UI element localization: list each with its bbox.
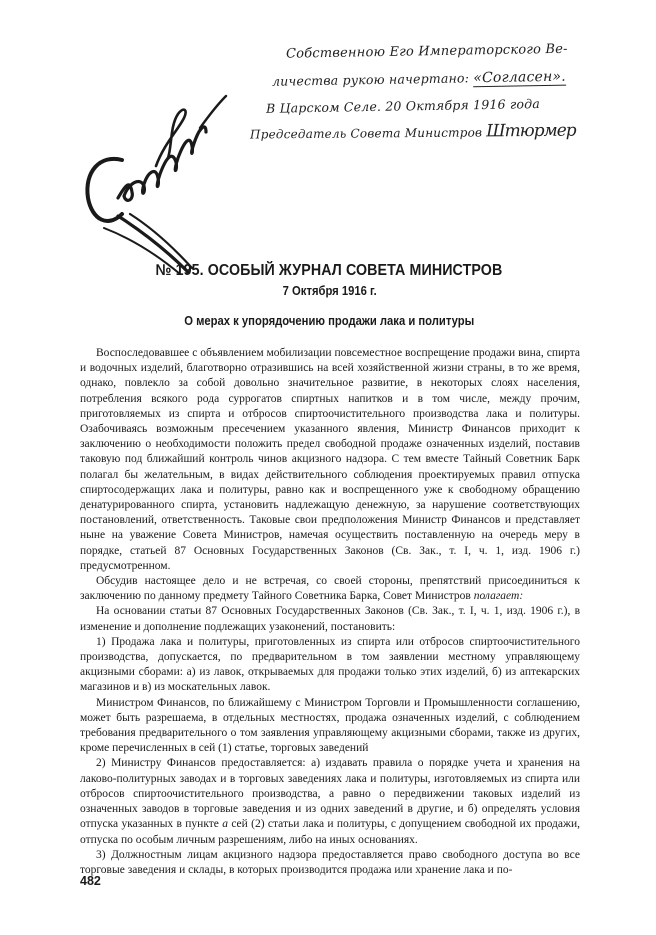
paragraph-2-text: Обсудив настоящее дело и не встречая, со своей стороны, препятствий присоединиться к заключению по данному предмету Тайного Советника Барка, Совет Министров <box>80 575 580 603</box>
handwritten-line-1: Собственною Его Императорского Ве- <box>285 41 568 62</box>
document-subtitle: О мерах к упорядочению продажи лака и политуры <box>184 314 475 328</box>
handwritten-line-2-text: личества рукою начертано: <box>271 70 474 89</box>
handwritten-chairman: Председатель Совета Министров <box>249 125 487 142</box>
paragraph-5: Министром Финансов, по ближайшему с Министром Торговли и Промышленности соглашению, может быть разрешаема, в отдельных местностях, продажа означенных изделий, с соблюдением требования предварительного о том заявления управляющему акцизными сборами, также из других, кроме перечисленных в сей (1) статье, торговых заведений <box>80 696 580 755</box>
paragraph-6-text-a: 2) Министру Финансов предоставляется: а) издавать правила о порядке учета и хранения на лаково-политурных заводах и в торговых заведениях лака и политуры, изготовляемых из спирта или отбросов спиртоочистительного производства, а равно о передвижении таковых изделий из означенных заводов в торговые заведения и из одних заведений в другие, и б) определять условия отпуска указанных в пункте <box>80 757 580 831</box>
paragraph-4: 1) Продажа лака и политуры, приготовленных из спирта или отбросов спиртоочистительного производства, допускается, по предварительном в том заявлении местному управляющему акцизными сборами: а) из лавок, открываемых для продажи только этих изделий, б) из аптекарских магазинов и в) из москательных лавок. <box>80 635 580 694</box>
handwritten-quote: «Согласен». <box>473 68 567 87</box>
page-number: 482 <box>80 874 101 888</box>
paragraph-6 <box>80 756 580 847</box>
document-body <box>80 346 580 878</box>
handwritten-resolution-text: Согласен. <box>60 88 65 89</box>
paragraph-6-italic-a: а <box>222 818 228 831</box>
paragraph-6-text-b: сей (2) статьи лака и политуры, с допущением свободной их продажи, отпуска по особым личным разрешениям, либо на иных основаниях. <box>80 818 580 846</box>
document-title: № 195. ОСОБЫЙ ЖУРНАЛ СОВЕТА МИНИСТРОВ <box>155 262 503 279</box>
paragraph-1: Воспоследовавшее с объявлением мобилизации повсеместное воспрещение продажи вина, спирта и водочных изделий, благотворно отразившись на всей хозяйственной жизни страны, в то же время, однако, повлекло за собой довольно значительное развитие, в некоторых слоях населения, потребления всякого рода суррогатов спиртных напитков и в том числе, между прочим, приготовляемых из спирта и отбросов спиртоочистительного производства лака и политуры. Озабочиваясь возможным пресечением указанного явления, Министр Финансов приходит к заключению о необходимости положить предел свободной продаже означенных изделий, поставив таковую под ближайший контроль чинов акцизного надзора. С тем вместе Тайный Советник Барк полагал бы желательным, в видах действительного соблюдения проектируемых правил отпуска спиртосодержащих лака и политуры, равно как и воспрещенного уже к свободному обращению денатурированного спирта, установить надлежащую денежную, за нарушение соответствующих постановлений, ответственность. Таковые свои предположения Министр Финансов и представляет ныне на уважение Совета Министров, намечая осуществить поставленную на очередь меру в порядке, статьей 87 Основных Государственных Законов (Св. Зак., т. I, ч. 1, изд. 1906 г.) предусмотренном. <box>80 347 580 572</box>
document-date: 7 Октября 1916 г. <box>282 284 377 298</box>
handwritten-resolution-mark <box>60 88 260 278</box>
handwritten-line-4 <box>250 118 590 148</box>
handwritten-signature: Штюрмер <box>486 120 576 142</box>
paragraph-7: 3) Должностным лицам акцизного надзора предоставляется право свободного доступа во все торговые заведения и склады, в которых производится продажа или хранение лака и по- <box>80 848 580 876</box>
handwritten-annotation <box>250 38 590 146</box>
handwritten-line-3: В Царском Селе. 20 Октября 1916 года <box>265 96 541 116</box>
paragraph-2 <box>80 574 580 604</box>
paragraph-2-decision: полагает: <box>473 590 524 603</box>
paragraph-3: На основании статьи 87 Основных Государственных Законов (Св. Зак., т. I, ч. 1, изд. 1906 г.), в изменение и дополнение подлежащих узаконений, постановить: <box>80 605 580 633</box>
